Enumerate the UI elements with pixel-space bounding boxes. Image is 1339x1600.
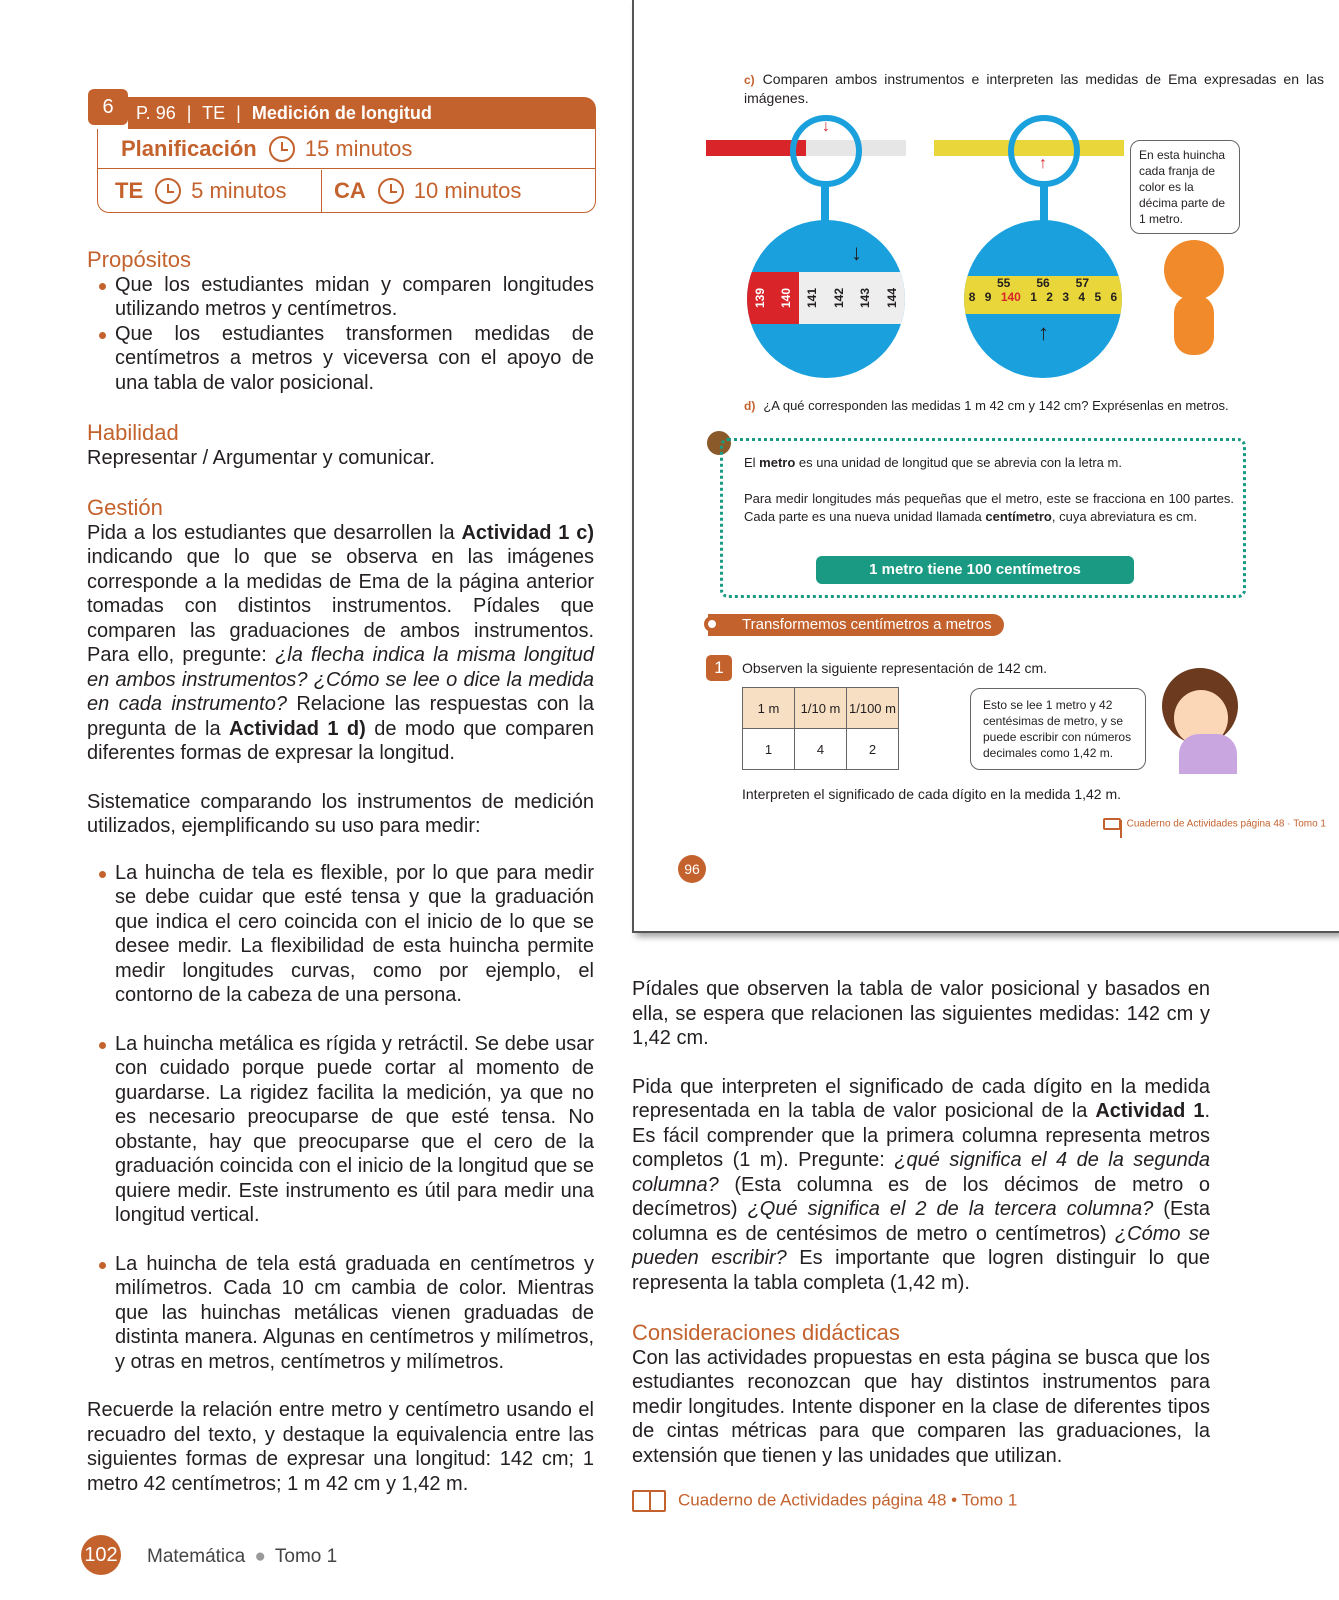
tape-number: 139 <box>753 287 767 309</box>
student-page-thumbnail <box>632 0 1339 933</box>
list-item: Que los estudiantes midan y comparen longitudes utilizando metros y centímetros. <box>87 273 594 322</box>
definition-text <box>744 454 1234 526</box>
item-label: d) <box>744 399 756 413</box>
text-run: centímetro <box>985 509 1052 524</box>
tape-number: 1 <box>1030 290 1037 304</box>
alarm-clock-icon <box>378 178 404 204</box>
text-run: El <box>744 455 760 470</box>
habilidad-text: Representar / Argumentar y comunicar. <box>87 446 435 469</box>
magnifier-stem <box>821 186 829 222</box>
activity-c-text: Comparen ambos instrumentos e interpreten las medidas de Ema expresadas en las imágenes. <box>744 71 1324 106</box>
alarm-clock-icon <box>269 136 295 162</box>
table-header: 1 m <box>743 688 795 729</box>
unit-number-tab: 6 <box>88 89 128 125</box>
arrow-up-icon: ↑ <box>1039 155 1047 172</box>
text-run: . Es fácil comprender que la primera columna representa metros completos (1 m). Pregunte: <box>632 1100 1211 1171</box>
cloth-tape-zoom <box>747 220 905 378</box>
gestion-title: Gestión <box>87 495 163 520</box>
text-run: Pida a los estudiantes que desarrollen la <box>87 521 462 544</box>
tape-number: 141 <box>805 287 820 309</box>
list-item: Que los estudiantes transformen medidas de centímetros a metros y viceversa con el apoyo de una tabla de valor posicional. <box>87 322 594 396</box>
gestion-paragraph-3: Recuerde la relación entre metro y centímetro usando el recuadro del texto, y destaque la equivalencia entre las siguientes formas de expresar una longitud: 142 cm; 1 metro 42 centímetros; 1 m 42 cm y 1,42 m. <box>87 1399 594 1495</box>
magnifier-loop <box>1008 115 1080 187</box>
activity-d-text: ¿A qué corresponden las medidas 1 m 42 cm y 142 cm? Exprésenlas en metros. <box>763 398 1229 413</box>
planning-time: 15 minutos <box>304 135 413 161</box>
student-page-number: 96 <box>678 855 706 883</box>
girl-speech-bubble <box>970 688 1146 770</box>
monkey-speech-bubble <box>1130 140 1240 234</box>
planning-row <box>97 129 596 169</box>
arrow-down-icon: ↓ <box>822 118 830 135</box>
arrow-up-icon: ↑ <box>1038 320 1049 345</box>
te-label: TE <box>115 178 144 203</box>
equivalence-highlight: 1 metro tiene 100 centímetros <box>816 556 1134 584</box>
tape-number: 143 <box>858 287 873 309</box>
te-ref: TE <box>202 103 226 123</box>
book-icon <box>1103 818 1121 830</box>
text-run: (Esta columna es de centésimos de metro o centímetros) <box>632 1198 1210 1245</box>
item-label: c) <box>744 73 755 87</box>
ca-cell <box>322 178 521 204</box>
right-paragraph-2 <box>632 1075 1210 1296</box>
tape-number: 56 <box>1036 276 1050 290</box>
zoomed-tape <box>964 276 1122 314</box>
gestion-paragraph <box>87 521 594 766</box>
tape-number: 140 <box>1000 290 1021 304</box>
ca-time: 10 minutos <box>413 178 522 203</box>
footer-book-title: Matemática <box>147 1546 246 1567</box>
activity-d <box>744 397 1334 415</box>
page-number: 102 <box>81 1535 121 1575</box>
text-run: Actividad 1 d) <box>228 717 366 740</box>
magnifier-stem <box>1040 186 1048 222</box>
page-ref: P. 96 <box>136 103 176 123</box>
tape-number: 57 <box>1075 276 1089 290</box>
text-run: Pida que interpreten el significado de cada dígito en la medida representada en la tabla de valor posicional de la <box>632 1075 1210 1122</box>
girl-body <box>1179 734 1237 774</box>
right-paragraph-1: Pídales que observen la tabla de valor posicional y basados en ella, se espera que relacionen las siguientes medidas: 142 cm y 1,42 cm. <box>632 978 1210 1049</box>
te-cell <box>97 170 322 212</box>
cuaderno-reference <box>632 1490 1017 1512</box>
consideraciones-text: Con las actividades propuestas en esta página se busca que los estudiantes reconozcan que hay distintos instrumentos para medir longitudes. Intente disponer en la clase de diferentes tipos de cintas métricas para que comparen las graduaciones, la extensión que tienen y las unidades que utilizan. <box>632 1346 1210 1467</box>
table-cell: 4 <box>795 729 847 770</box>
tape-number: 9 <box>984 290 992 304</box>
text-run: indicando que lo que se observa en las imágenes corresponde a la medidas de Ema de la página anterior tomadas con distintos instrumentos. Pídales que comparen las graduaciones de ambos instrumentos. Para ello, pregunte: <box>87 546 594 666</box>
table-header: 1/10 m <box>795 688 847 729</box>
table-cell: 1 <box>743 729 795 770</box>
propositos-title: Propósitos <box>87 247 191 272</box>
text-run: ¿Qué significa el 2 de la tercera columna? <box>747 1198 1154 1220</box>
section-bullet-icon <box>704 616 720 632</box>
text-run: de modo que comparen diferentes formas de expresar la longitud. <box>87 717 595 764</box>
text-run: (Esta columna es de los décimos de metro o decímetros) <box>632 1173 1210 1220</box>
tape-number: 5 <box>1094 290 1102 304</box>
arrow-down-icon: ↓ <box>851 240 862 265</box>
cuaderno-tomo: • Tomo 1 <box>951 1490 1018 1510</box>
alarm-clock-icon <box>155 178 181 204</box>
habilidad-title: Habilidad <box>87 420 179 445</box>
activity-number-badge: 1 <box>706 655 732 681</box>
time-split-row <box>97 170 596 212</box>
footer-tomo: Tomo 1 <box>274 1546 338 1567</box>
text-run: ¿qué significa el 4 de la segunda columna? <box>632 1149 1210 1196</box>
text-run: Para medir longitudes más pequeñas que el metro, este se fracciona en 100 partes. Cada parte es una nueva unidad llamada <box>744 491 1234 524</box>
bubble-text: En esta huincha cada franja de color es la décima parte de 1 metro. <box>1139 148 1226 226</box>
bubble-text: Esto se lee 1 metro y 42 centésimas de metro, y se puede escribir con números decimales como 1,42 m. <box>983 698 1132 760</box>
cuaderno-text: Cuaderno de Actividades página 48 <box>678 1490 947 1510</box>
tape-number: 2 <box>1046 290 1053 304</box>
topic-title: Medición de longitud <box>251 103 432 123</box>
planning-label: Planificación <box>121 135 257 161</box>
text-run: ¿la flecha indica la misma longitud en ambos instrumentos? ¿Cómo se lee o dice la medida en cada instrumento? <box>87 644 594 715</box>
definition-line-2 <box>744 490 1234 526</box>
section-pill: Transformemos centímetros a metros <box>708 614 1004 636</box>
consideraciones-title: Consideraciones didácticas <box>632 1320 900 1345</box>
te-time: 5 minutos <box>191 178 287 203</box>
tape-number: 8 <box>968 290 976 304</box>
text-run: Actividad 1 <box>1095 1100 1205 1122</box>
cuaderno-reference-small <box>1026 818 1326 830</box>
cuaderno-text: Cuaderno de Actividades página 48 · Tomo 1 <box>1126 818 1326 830</box>
tape-number: 4 <box>1078 290 1086 304</box>
text-run: metro <box>759 455 796 470</box>
text-run: ¿Cómo se pueden escribir? <box>632 1222 1210 1269</box>
activity-1-text: Observen la siguiente representación de 142 cm. <box>742 660 1048 676</box>
metal-tape-zoom <box>964 220 1122 378</box>
propositos-list <box>87 273 594 396</box>
list-item: La huincha de tela es flexible, por lo que para medir se debe cuidar que esté tensa y que la graduación que indica el cero coincida con el inicio de lo que se desee medir. La flexibilidad de esta huincha permite medir longitudes curvas, como por ejemplo, el contorno de la cabeza de una persona. <box>87 861 594 1008</box>
header-bar: P. 96 | TE | Medición de longitud <box>128 97 596 129</box>
left-column <box>87 248 594 1496</box>
right-column <box>632 977 1210 1468</box>
text-run: Relacione las respuestas con la pregunta de la <box>87 693 594 740</box>
table-header: 1/100 m <box>847 688 899 729</box>
zoomed-tape <box>747 272 905 324</box>
book-icon <box>632 1490 666 1512</box>
tape-number: 6 <box>1110 290 1118 304</box>
tape-number: 3 <box>1062 290 1070 304</box>
tape-number: 144 <box>884 287 899 309</box>
definition-line-1 <box>744 454 1234 472</box>
gestion-bullets <box>87 861 594 1375</box>
gestion-paragraph-2: Sistematice comparando los instrumentos de medición utilizados, ejemplificando su uso para medir: <box>87 790 594 837</box>
place-value-table <box>742 687 899 770</box>
tape-number: 140 <box>779 287 793 309</box>
list-item: La huincha metálica es rígida y retráctil. Se debe usar con cuidado porque puede cortar al momento de guardarse. La rigidez facilita la medición, ya que no es necesario preocuparse de que esté tensa. No obstante, hay que preocuparse que el cero de la graduación coincida con el inicio de la longitud que se quiere medir. Este instrumento es útil para medir una longitud vertical. <box>87 1032 594 1228</box>
text-run: Es importante que logren distinguir lo que representa la tabla completa (1,42 m). <box>632 1247 1211 1294</box>
monkey-body <box>1174 295 1214 355</box>
tape-number: 142 <box>831 287 846 309</box>
interpret-text: Interpreten el significado de cada dígito en la medida 1,42 m. <box>742 786 1122 802</box>
table-cell: 2 <box>847 729 899 770</box>
activity-c <box>744 70 1324 107</box>
text-run: , cuya abreviatura es cm. <box>1051 509 1198 524</box>
ca-label: CA <box>334 178 366 203</box>
footer-book: Matemática ● Tomo 1 <box>147 1546 338 1567</box>
text-run: es una unidad de longitud que se abrevia con la letra m. <box>795 455 1122 470</box>
tape-number: 55 <box>996 276 1011 290</box>
text-run: Actividad 1 c) <box>461 521 594 544</box>
list-item: La huincha de tela está graduada en centímetros y milímetros. Cada 10 cm cambia de color. Mientras que las huinchas metálicas vienen graduadas de distinta manera. Algunas en centímetros y milímetros, y otras en metros, centímetros y milímetros. <box>87 1252 594 1375</box>
monkey-illustration <box>1164 240 1224 300</box>
